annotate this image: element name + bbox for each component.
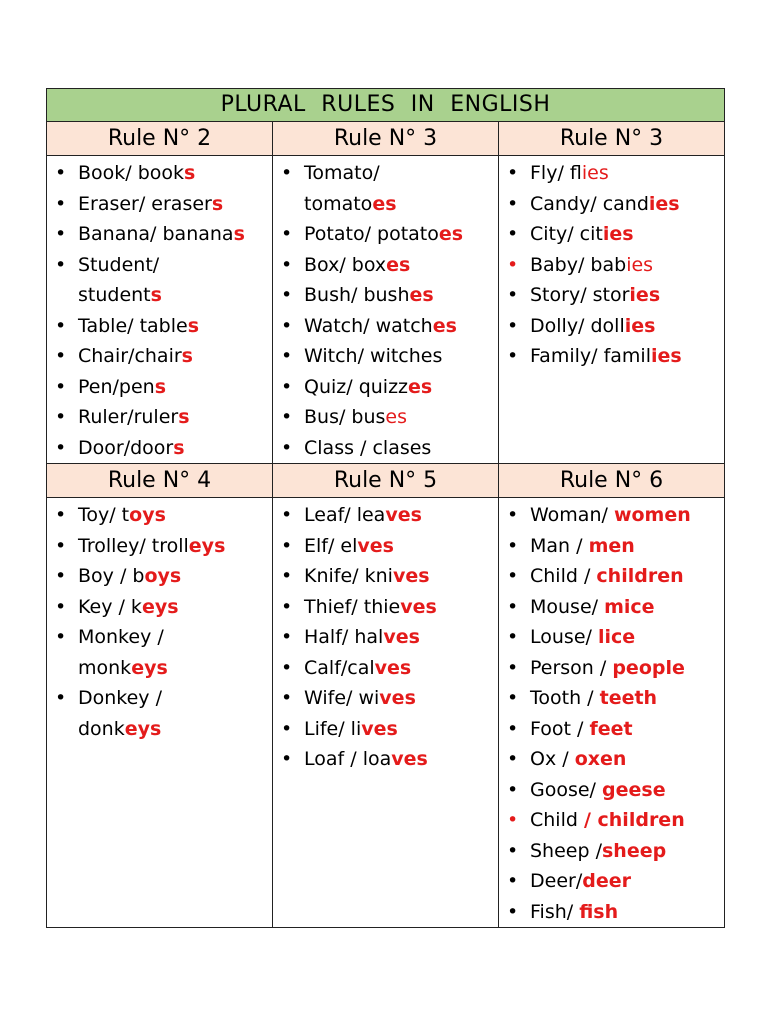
plural-ending: sheep — [601, 839, 667, 862]
word-base: Thief/ thie — [304, 595, 401, 618]
word-base: Class / clases — [304, 436, 432, 459]
list-item — [499, 744, 724, 775]
plural-ending: oxen — [574, 748, 627, 770]
word-base: Bush/ bush — [304, 284, 410, 306]
word-list — [273, 156, 498, 463]
list-item — [273, 402, 498, 433]
list-item — [273, 500, 498, 531]
plural-ending: men — [588, 534, 635, 557]
list-item — [47, 592, 272, 623]
rule-header-3: Rule N° 3 — [499, 122, 725, 156]
list-item — [499, 897, 724, 928]
list-item — [499, 531, 724, 562]
word-base: Eraser/ eraser — [78, 192, 212, 215]
word-base: Fish/ — [530, 900, 580, 923]
plural-ending: es — [438, 223, 464, 245]
page-title: PLURAL RULES IN ENGLISH — [220, 92, 551, 117]
plural-ending: s — [184, 162, 196, 184]
list-item — [47, 158, 272, 189]
word-base: Man / — [530, 534, 589, 557]
word-base: Monkey / monk — [78, 626, 164, 679]
plural-ending: ves — [383, 626, 420, 648]
title-row — [47, 89, 725, 122]
word-list — [499, 498, 724, 927]
plural-ending: ies — [626, 253, 654, 276]
word-base: Wife/ wi — [304, 687, 380, 709]
word-base: Leaf/ lea — [304, 504, 386, 526]
word-base: Pen/pen — [78, 375, 155, 398]
plural-ending: / children — [583, 809, 685, 831]
rule-header-4: Rule N° 4 — [47, 464, 273, 498]
list-item — [273, 714, 498, 745]
word-base: Family/ famil — [530, 345, 651, 367]
list-item — [273, 372, 498, 403]
plural-rules-sheet — [46, 88, 725, 928]
plural-ending: ies — [624, 314, 656, 337]
word-base: Tooth / — [530, 687, 600, 709]
word-base: Story/ stor — [530, 284, 630, 306]
word-base: Loaf / loa — [304, 748, 392, 770]
word-base: Chair/chair — [78, 345, 182, 367]
word-base: Candy/ cand — [530, 192, 649, 215]
plural-ending: s — [181, 345, 193, 367]
word-base: Child — [530, 809, 584, 831]
list-item — [47, 219, 272, 250]
list-item — [273, 433, 498, 464]
word-base: Quiz/ quizz — [304, 375, 409, 398]
plural-ending: lice — [597, 626, 636, 648]
word-base: Ox / — [530, 748, 575, 770]
word-base: Life/ li — [304, 717, 362, 740]
plural-ending: ies — [650, 345, 682, 367]
word-base: Boy / b — [78, 565, 145, 587]
word-base: Sheep / — [530, 839, 602, 862]
word-base: Half/ hal — [304, 626, 384, 648]
word-base: Woman/ — [530, 504, 614, 526]
plural-ending: ves — [361, 717, 398, 740]
list-item — [47, 341, 272, 372]
list-item — [273, 744, 498, 775]
rule-cell-2 — [273, 156, 499, 464]
list-item — [47, 372, 272, 403]
plural-ending: children — [596, 565, 684, 587]
plural-ending: es — [409, 284, 434, 306]
word-list — [47, 498, 272, 744]
word-base: Louse/ — [530, 626, 598, 648]
word-base: Dolly/ doll — [530, 314, 625, 337]
list-item — [47, 683, 272, 744]
list-item — [273, 219, 498, 250]
word-base: Student/ student — [78, 253, 160, 306]
word-base: Watch/ watch — [304, 314, 433, 337]
word-base: Banana/ banana — [78, 223, 234, 245]
list-item — [47, 433, 272, 464]
word-list — [499, 156, 724, 372]
list-item — [273, 250, 498, 281]
list-item — [273, 561, 498, 592]
list-item — [499, 500, 724, 531]
list-item — [499, 561, 724, 592]
list-item — [273, 592, 498, 623]
rule-header-1: Rule N° 2 — [47, 122, 273, 156]
plural-rules-table — [46, 88, 725, 928]
plural-ending: ves — [374, 656, 412, 679]
rule-cell-4 — [47, 498, 273, 928]
list-item — [499, 311, 724, 342]
plural-ending: eys — [124, 717, 162, 740]
word-base: Trolley/ troll — [78, 534, 189, 557]
list-item — [47, 250, 272, 311]
word-base: Key / k — [78, 595, 142, 618]
plural-ending: ves — [400, 595, 437, 618]
rule-cell-6 — [499, 498, 725, 928]
plural-ending: eys — [131, 656, 168, 679]
plural-ending: s — [187, 314, 200, 337]
plural-ending: es — [372, 192, 397, 215]
plural-ending: eys — [188, 534, 226, 557]
list-item — [499, 805, 724, 836]
plural-ending: s — [211, 192, 224, 215]
plural-ending: mice — [604, 595, 655, 618]
plural-ending: geese — [602, 778, 666, 801]
list-item — [499, 341, 724, 372]
plural-ending: fish — [579, 900, 619, 923]
word-base: Knife/ kni — [304, 565, 393, 587]
word-base: Witch/ witches — [304, 345, 443, 367]
word-base: Baby/ bab — [530, 253, 627, 276]
list-item — [499, 219, 724, 250]
plural-ending: es — [385, 406, 408, 428]
list-item — [499, 836, 724, 867]
word-base: Toy/ t — [78, 504, 130, 526]
list-item — [273, 683, 498, 714]
word-base: Table/ table — [78, 314, 188, 337]
list-item — [499, 592, 724, 623]
plural-ending: ves — [391, 748, 428, 770]
plural-ending: ies — [629, 284, 661, 306]
list-item — [47, 402, 272, 433]
list-item — [47, 622, 272, 683]
word-base: Deer/ — [530, 870, 583, 892]
plural-ending: people — [612, 656, 685, 679]
plural-ending: ves — [379, 687, 416, 709]
list-item — [499, 280, 724, 311]
word-base: Box/ box — [304, 253, 387, 276]
word-base: Elf/ el — [304, 534, 358, 557]
plural-ending: s — [173, 436, 185, 459]
plural-ending: s — [178, 406, 190, 428]
word-base: Donkey / donk — [78, 687, 162, 740]
rule-header-2: Rule N° 3 — [273, 122, 499, 156]
word-base: Tomato/ tomato — [304, 162, 380, 215]
word-base: Foot / — [530, 717, 590, 740]
list-item — [273, 158, 498, 219]
plural-ending: ves — [357, 534, 394, 557]
plural-ending: es — [408, 375, 433, 398]
list-item — [273, 280, 498, 311]
list-item — [273, 531, 498, 562]
plural-ending: es — [432, 314, 457, 337]
list-item — [47, 561, 272, 592]
rule-header-6: Rule N° 6 — [499, 464, 725, 498]
list-item — [47, 531, 272, 562]
plural-ending: eys — [141, 595, 179, 618]
word-base: Calf/cal — [304, 656, 375, 679]
word-base: Book/ book — [78, 162, 185, 184]
plural-ending: s — [233, 223, 245, 245]
list-item — [499, 714, 724, 745]
plural-ending: teeth — [599, 687, 658, 709]
word-base: Potato/ potato — [304, 223, 439, 245]
list-item — [273, 622, 498, 653]
plural-ending: ies — [581, 162, 609, 184]
word-base: Person / — [530, 656, 613, 679]
list-item — [499, 622, 724, 653]
rule-cell-5 — [273, 498, 499, 928]
list-item — [499, 189, 724, 220]
word-base: Ruler/ruler — [78, 406, 179, 428]
word-base: City/ cit — [530, 223, 603, 245]
rule-cell-3 — [499, 156, 725, 464]
plural-ending: deer — [582, 870, 631, 892]
list-item — [499, 653, 724, 684]
list-item — [499, 866, 724, 897]
plural-ending: ies — [602, 223, 634, 245]
list-item — [499, 775, 724, 806]
plural-ending: es — [386, 253, 411, 276]
word-base: Goose/ — [530, 778, 603, 801]
list-item — [499, 250, 724, 281]
list-item — [47, 189, 272, 220]
list-item — [273, 653, 498, 684]
plural-ending: ves — [392, 565, 430, 587]
plural-ending: s — [150, 284, 162, 306]
word-base: Mouse/ — [530, 595, 605, 618]
word-base: Fly/ fl — [530, 162, 582, 184]
plural-ending: feet — [589, 717, 633, 740]
list-item — [499, 158, 724, 189]
plural-ending: s — [154, 375, 167, 398]
list-item — [273, 311, 498, 342]
word-base: Child / — [530, 565, 597, 587]
plural-ending: oys — [144, 565, 182, 587]
list-item — [47, 311, 272, 342]
list-item — [47, 500, 272, 531]
plural-ending: ies — [648, 192, 680, 215]
word-base: Door/door — [78, 436, 174, 459]
list-item — [273, 341, 498, 372]
word-list — [47, 156, 272, 463]
plural-ending: women — [613, 504, 691, 526]
rule-header-5: Rule N° 5 — [273, 464, 499, 498]
rule-cell-1 — [47, 156, 273, 464]
plural-ending: oys — [129, 504, 166, 526]
word-base: Bus/ bus — [304, 406, 386, 428]
plural-ending: ves — [385, 504, 422, 526]
list-item — [499, 683, 724, 714]
word-list — [273, 498, 498, 775]
